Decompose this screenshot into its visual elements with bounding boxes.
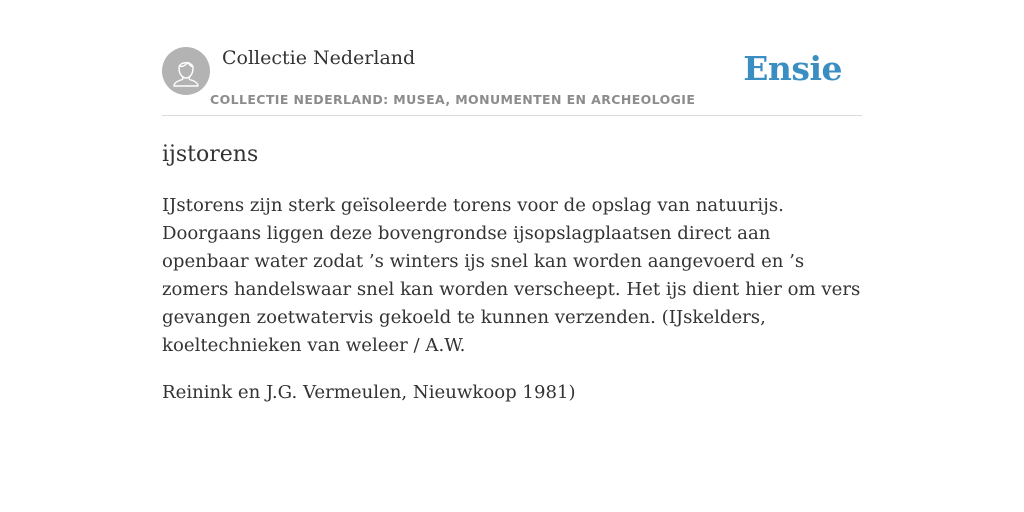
user-icon (162, 47, 210, 95)
entry-body (162, 192, 862, 426)
brand-logo[interactable]: Ensie (743, 49, 842, 88)
entry-paragraph: Reinink en J.G. Vermeulen, Nieuwkoop 1981) (162, 382, 576, 403)
entry-paragraph: IJstorens zijn sterk geïsoleerde torens voor de opslag van natuurijs. Doorgaans liggen deze bovengrondse ijsopslagplaatsen direct aan openbaar water zodat ’s winters ijs snel kan worden aangevoerd en ’s zomers handelswaar snel kan worden verscheept. Het ijs dient hier om vers gevangen zoetwatervis gekoeld te kunnen verzenden. (IJskelders, koeltechnieken van weleer / A.W. (162, 195, 861, 356)
entry-header (162, 0, 862, 116)
author-name[interactable]: Collectie Nederland (222, 47, 416, 69)
entry-card (162, 0, 862, 403)
category-label[interactable]: COLLECTIE NEDERLAND: MUSEA, MONUMENTEN EN ARCHEOLOGIE (210, 92, 696, 107)
entry-title: ijstorens (162, 142, 259, 167)
avatar[interactable] (162, 47, 210, 95)
